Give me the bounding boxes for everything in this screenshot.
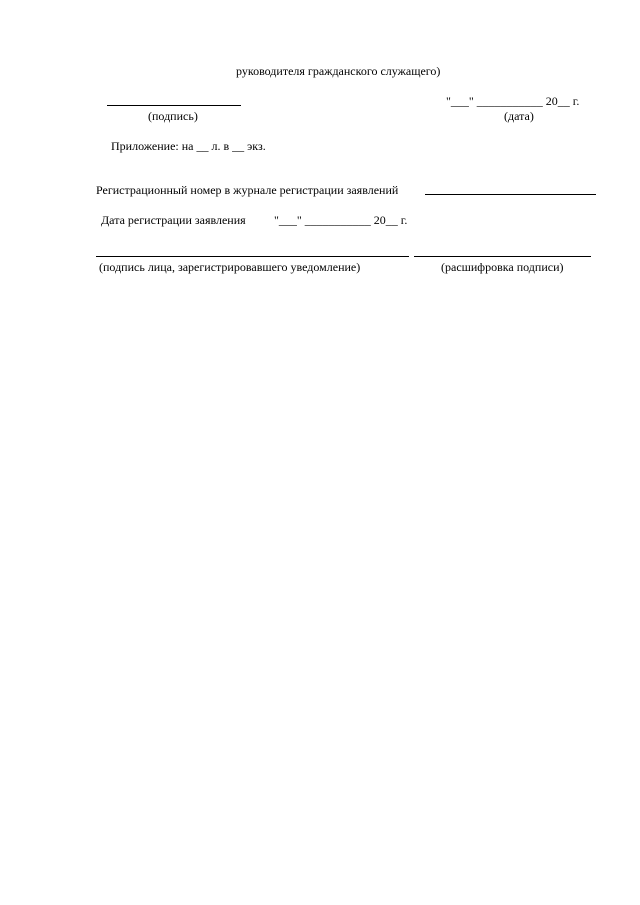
signature-line: [107, 105, 241, 106]
registrar-signature-caption: (подпись лица, зарегистрировавшего уведомление): [99, 260, 361, 274]
attachment-line: Приложение: на __ л. в __ экз.: [111, 139, 266, 153]
registrar-transcript-caption: (расшифровка подписи): [441, 260, 564, 274]
registration-number-line: [425, 194, 596, 195]
header-line: руководителя гражданского служащего): [236, 64, 441, 78]
registration-date-label: Дата регистрации заявления: [101, 213, 246, 227]
registrar-signature-line: [96, 256, 409, 257]
registration-date-value: "___" ___________ 20__ г.: [274, 213, 408, 227]
date-caption: (дата): [504, 109, 534, 123]
registration-number-label: Регистрационный номер в журнале регистрации заявлений: [96, 183, 399, 197]
registrar-transcript-line: [414, 256, 591, 257]
date-field: "___" ___________ 20__ г.: [446, 94, 580, 108]
signature-caption: (подпись): [148, 109, 198, 123]
